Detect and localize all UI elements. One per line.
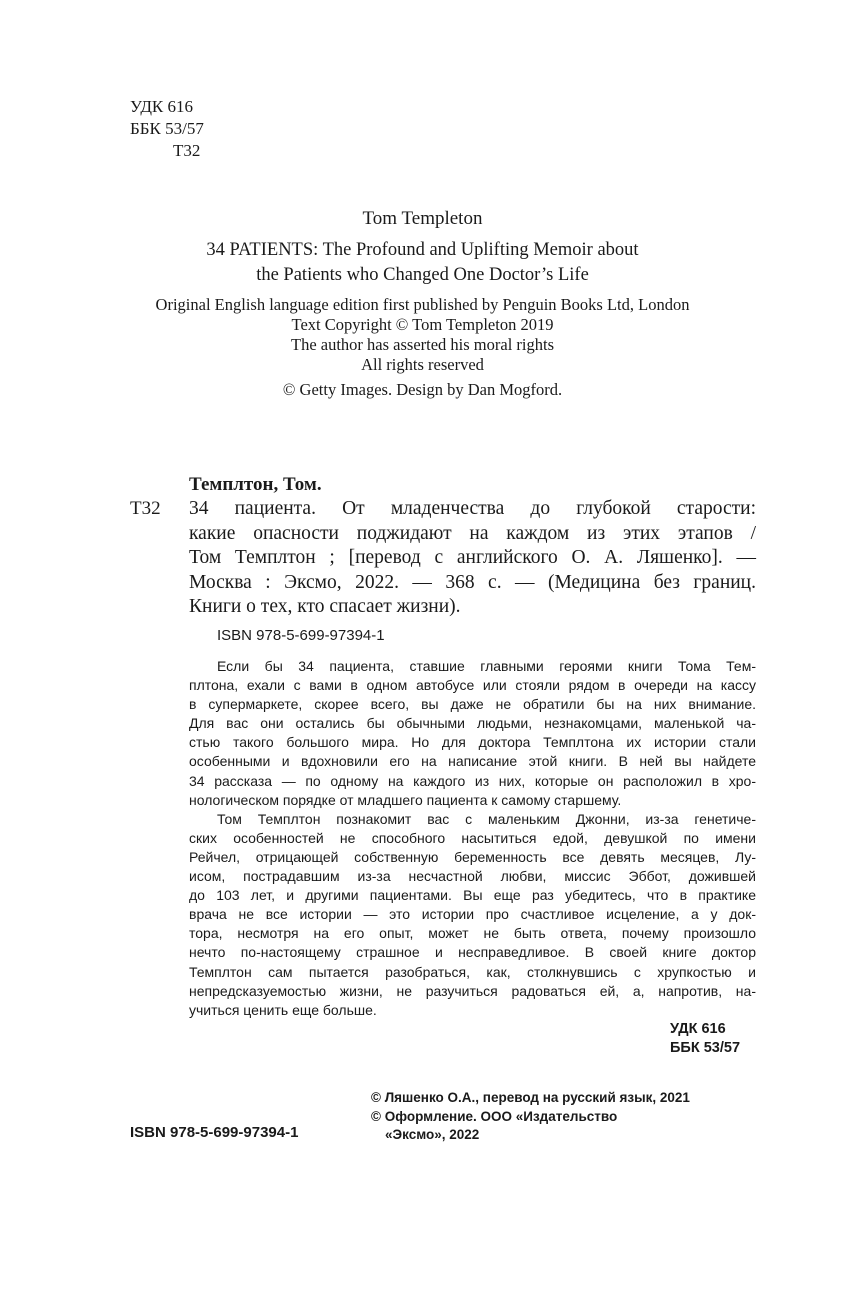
description-line: 34 пациента. От младенчества до глубокой старости: — [189, 498, 756, 519]
rights-line: Original English language edition first published by Penguin Books Ltd, London — [155, 295, 690, 314]
footer-udk: УДК 616 — [670, 1021, 726, 1037]
original-title-line: the Patients who Changed One Doctor’s Life — [256, 265, 589, 285]
original-title — [0, 238, 845, 288]
description-line: Москва : Эксмо, 2022. — 368 с. — (Медицина без границ. — [189, 571, 756, 593]
author-mark: Т32 — [173, 141, 201, 160]
annotation-line: Рейчел, отрицающей собственную беременность все девять месяцев, Лу- — [189, 848, 756, 865]
copyright-block — [371, 1089, 690, 1145]
footer-isbn: ISBN 978-5-699-97394-1 — [130, 1124, 299, 1141]
annotation-line: 34 рассказа — по одному на каждого из них, которые он расположил в хро- — [189, 772, 756, 789]
annotation-line: до 103 лет, и другими пациентами. Вы еще раз убедитесь, что в практике — [189, 887, 756, 904]
annotation — [189, 657, 756, 1020]
annotation-line: плтона, ехали с вами в одном автобусе или стояли рядом в очереди на кассу — [189, 677, 756, 694]
rights-block — [0, 295, 845, 375]
footer-classification — [670, 1020, 740, 1058]
original-title-line: 34 PATIENTS: The Profound and Uplifting Memoir about — [206, 240, 639, 260]
annotation-line: Для вас они остались бы обычными людьми, незнакомцами, маленькой ча- — [189, 715, 756, 732]
original-author: Tom Templeton — [362, 208, 483, 229]
copyright-line: © Оформление. ООО «Издательство — [371, 1108, 618, 1124]
annotation-line: врача не все истории — это истории про счастливое исцеление, а у док- — [189, 906, 756, 923]
copyright-line: © Ляшенко О.А., перевод на русский язык, 2021 — [371, 1090, 690, 1105]
annotation-line: особенными и вдохновили его на написание этой книги. В ней вы найдете — [189, 753, 756, 770]
rights-line: The author has asserted his moral rights — [290, 335, 555, 354]
annotation-line: нечто по-настоящему страшное и несправедливое. В своей книге доктор — [189, 944, 756, 961]
description-line: Книги о тех, кто спасает жизни). — [189, 596, 461, 617]
description-line: Том Темплтон ; [перевод с английского О. А. Ляшенко]. — — [189, 547, 756, 568]
rights-line: Text Copyright © Tom Templeton 2019 — [291, 315, 554, 334]
top-classification — [130, 96, 204, 162]
rights-line: All rights reserved — [361, 355, 484, 374]
description-line: какие опасности поджидают на каждом из этих этапов / — [189, 522, 756, 544]
catalog-code: Т32 — [130, 498, 161, 519]
footer-bbk: ББК 53/57 — [670, 1040, 741, 1056]
catalog-description — [189, 497, 756, 620]
annotation-line: стью такого большого мира. Но для доктора Темплтона их истории стали — [189, 734, 756, 751]
annotation-line: нологическом порядке от младшего пациента к самому старшему. — [189, 791, 622, 808]
cover-credit: © Getty Images. Design by Dan Mogford. — [282, 380, 563, 399]
annotation-line: учиться ценить еще больше. — [189, 1001, 377, 1018]
annotation-line: Том Темплтон познакомит вас с маленьким Джонни, из-за генетиче- — [217, 810, 756, 827]
annotation-line: Если бы 34 пациента, ставшие главными героями книги Тома Тем- — [217, 658, 756, 674]
annotation-line: ских особенностей не способного насытиться едой, девушкой по имени — [189, 829, 756, 846]
annotation-line: исом, пострадавшим из-за несчастной любви, миссис Эббот, дожившей — [189, 868, 756, 885]
copyright-line: «Эксмо», 2022 — [385, 1127, 480, 1142]
udk-code: УДК 616 — [130, 97, 194, 116]
bbk-code: ББК 53/57 — [130, 119, 204, 138]
annotation-line: в супермаркете, скорее всего, вы даже не обратили бы на них внимание. — [189, 696, 756, 713]
catalog-author: Темплтон, Том. — [189, 474, 322, 495]
annotation-line: Темплтон сам пытается разобраться, как, столкнувшись с хрупкостью и — [189, 963, 756, 980]
annotation-line: непредсказуемостью жизни, не разучиться радоваться ей, а, напротив, на- — [189, 982, 756, 999]
catalog-isbn: ISBN 978-5-699-97394-1 — [217, 627, 385, 644]
annotation-line: тора, несмотря на его опыт, может не быть ответа, почему произошло — [189, 925, 756, 942]
